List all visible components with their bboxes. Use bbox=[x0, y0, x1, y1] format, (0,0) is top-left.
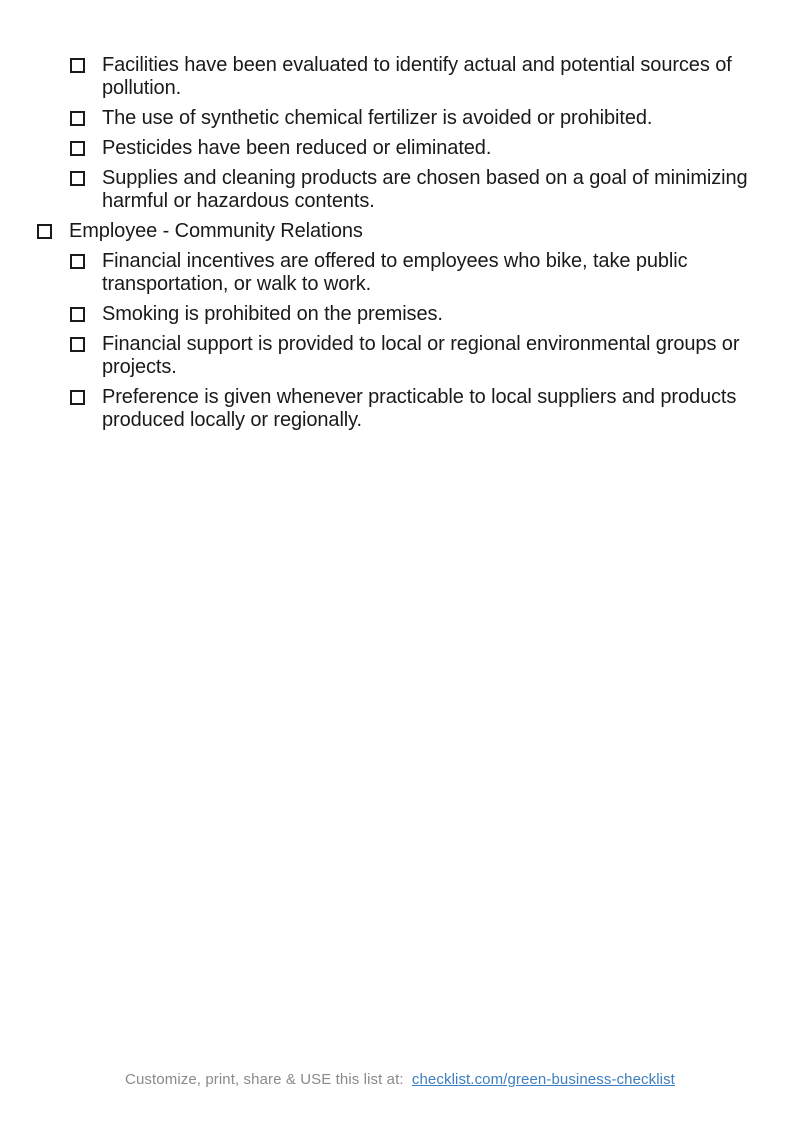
checkbox[interactable] bbox=[70, 254, 85, 269]
item-text: Financial support is provided to local or regional environmental groups or projects. bbox=[102, 333, 740, 378]
item-text: Preference is given whenever practicable to local suppliers and products produced locally or regionally. bbox=[102, 386, 737, 431]
footer-prefix: Customize, print, share & USE this list at: bbox=[125, 1071, 404, 1088]
checklist bbox=[37, 54, 777, 439]
section-title: Employee - Community Relations bbox=[69, 220, 363, 242]
checkbox[interactable] bbox=[70, 58, 85, 73]
list-item bbox=[70, 137, 777, 160]
checkbox[interactable] bbox=[70, 111, 85, 126]
list-item bbox=[70, 333, 777, 379]
list-item bbox=[70, 54, 777, 100]
item-text: Supplies and cleaning products are chosen based on a goal of minimizing harmful or hazardous contents. bbox=[102, 167, 748, 212]
list-item bbox=[70, 167, 777, 213]
list-item bbox=[70, 250, 777, 296]
list-item bbox=[70, 386, 777, 432]
item-text: Pesticides have been reduced or eliminated. bbox=[102, 137, 492, 159]
item-text: Facilities have been evaluated to identify actual and potential sources of pollution. bbox=[102, 54, 732, 99]
checkbox[interactable] bbox=[70, 141, 85, 156]
checkbox[interactable] bbox=[70, 307, 85, 322]
checkbox[interactable] bbox=[70, 171, 85, 186]
checkbox[interactable] bbox=[70, 337, 85, 352]
item-text: The use of synthetic chemical fertilizer is avoided or prohibited. bbox=[102, 107, 653, 129]
footer-link[interactable]: checklist.com/green-business-checklist bbox=[411, 1071, 675, 1088]
footer bbox=[0, 1071, 800, 1088]
item-text: Smoking is prohibited on the premises. bbox=[102, 303, 443, 325]
list-item bbox=[70, 107, 777, 130]
item-text: Financial incentives are offered to employees who bike, take public transportation, or walk to work. bbox=[102, 250, 688, 295]
checkbox[interactable] bbox=[37, 224, 52, 239]
checkbox[interactable] bbox=[70, 390, 85, 405]
section-item bbox=[37, 220, 777, 243]
list-item bbox=[70, 303, 777, 326]
